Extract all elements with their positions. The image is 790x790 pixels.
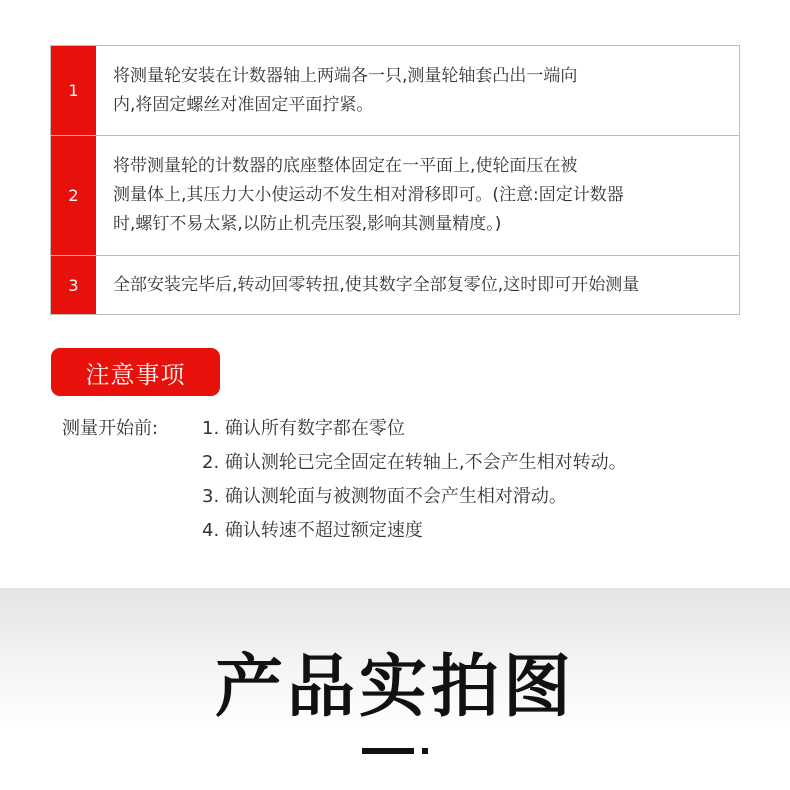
step-text: 将测量轮安装在计数器轴上两端各一只,测量轮轴套凸出一端向 内,将固定螺丝对准固定平面拧紧。 — [113, 65, 578, 115]
step-number: 3 — [51, 256, 96, 314]
install-steps-table — [50, 45, 740, 315]
step-text: 全部安装完毕后,转动回零转扭,使其数字全部复零位,这时即可开始测量 — [113, 274, 640, 295]
checklist-item: 4. 确认转速不超过额定速度 — [202, 520, 423, 541]
title-dot — [422, 748, 428, 754]
checklist-label: 测量开始前: — [62, 418, 159, 439]
step-row — [51, 46, 739, 136]
checklist-items — [202, 415, 627, 551]
checklist-item: 1. 确认所有数字都在零位 — [202, 418, 405, 439]
section-title: 产品实拍图 — [214, 648, 575, 727]
product-photos-section — [0, 588, 790, 790]
step-number: 1 — [51, 46, 96, 135]
checklist-item: 3. 确认测轮面与被测物面不会产生相对滑动。 — [202, 486, 567, 507]
notice-title-badge: 注意事项 — [51, 348, 220, 396]
step-number: 2 — [51, 136, 96, 255]
step-row — [51, 136, 739, 256]
step-text: 将带测量轮的计数器的底座整体固定在一平面上,使轮面压在被 测量体上,其压力大小使运动不发生相对滑移即可。(注意:固定计数器 时,螺钉不易太紧,以防止机壳压裂,影响其测量精度。) — [113, 156, 624, 234]
title-underline — [362, 748, 414, 754]
step-row — [51, 256, 739, 314]
checklist-item: 2. 确认测轮已完全固定在转轴上,不会产生相对转动。 — [202, 452, 627, 473]
